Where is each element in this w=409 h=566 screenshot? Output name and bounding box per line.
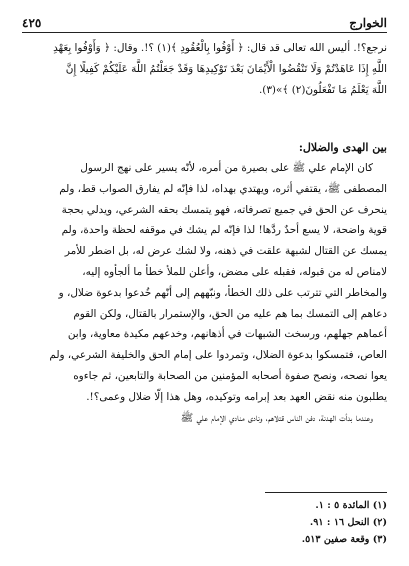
text-line: وعندما بدأت الهدنة، دفن الناس قتلاهم، ونادى منادي الإمام علي ﷺ <box>180 411 373 424</box>
text-line: اللَّهِ إِذَا عَاهَدْتُمْ وَلَا تَنْقُضُوا الْأَيْمَانَ بَعْدَ تَوْكِيدِهَا وَقَدْ جَعَلْتُمُ اللَّهَ عَلَيْكُمْ كَفِيلًا إِنَّ <box>65 62 387 75</box>
top-paragraph <box>22 38 387 100</box>
text-line: اللَّهَ يَعْلَمُ مَا تَفْعَلُونَ(٢) ﴾»(٣). <box>258 83 387 96</box>
footnote-item: (٢) النحل ١٦ : ٩١. <box>309 517 387 528</box>
text-line: أعماهم جهلهم، ورسخت الشبهات في أذهانهم، وخدعهم مكيدة معاوية، وابن <box>67 328 387 341</box>
text-line: يمسك عن القتال لشبهة علقت في ذهنه، ولا لشك عرض له، بل اضطر للأمر <box>64 245 387 258</box>
text-line: قوية واضحة، لا يسع أحدٌ ردَّها! لذا فإنّه لم يشك في موقفه لحظة واحدة، ولم <box>61 224 387 237</box>
footnotes <box>22 497 387 548</box>
text-line: كان الإمام علي ﷺ على بصيرة من أمره، لأنّه يسير على نهج الرسول <box>80 162 373 174</box>
main-paragraphs <box>22 158 387 428</box>
section-heading: بين الهدى والضلال: <box>298 141 387 154</box>
footnote-item: (١) المائدة ٥ : ١. <box>315 500 387 511</box>
text-line: المصطفى ﷺ، يقتفي أثره، ويهتدي بهداه، لذا فإنّه لم يفارق الصواب قط، ولم <box>59 182 387 195</box>
text-line: والمخاطر التي تترتب على ذلك الخطأ، ونبّههم إلى أنّهم خُدعوا بدعوة ضلال، و <box>58 286 387 299</box>
footnote-divider <box>265 492 387 493</box>
text-line: العاص، فتمسكوا بدعوة الضلال، وتمردوا على إمام الحق والخليفة الشرعي، ولم <box>49 349 387 362</box>
page-number: ٤٢٥ <box>22 16 42 30</box>
text-line: ينحرف عن الحق في جميع تصرفاته، فهو يتمسك بحقه الشرعي، ويدلي بحجة <box>61 203 387 216</box>
text-line: نرجع؟!. أليس الله تعالى قد قال: ﴿ أَوْفُوا بِالْعُقُودِ ﴾(١) ؟!. وقال: ﴿ وَأَوْفُوا بِعَهْدِ <box>53 42 387 54</box>
running-title: الخوارج <box>349 16 387 30</box>
text-line: يعوا نصحه، ونصح صفوة أصحابه المؤمنين من الصحابة والتابعين، ثم جاءوه <box>73 369 387 382</box>
page-header <box>22 8 387 33</box>
text-line: لامناص له من قبوله، فقبله على مضض، وأعلن للملأ خطأ ما ألجأوه إليه، <box>82 265 387 278</box>
text-line: دعاهم إلى التمسك بما هم عليه من الحق، والإستمرار بالقتال، ولكن القوم <box>73 307 387 320</box>
footnote-item: (٣) وقعة صفين ٥١٣. <box>301 534 387 545</box>
text-line: يطلبون منه نقض العهد بعد إبرامه وتوكيده، وهل هذا إلّا ضلال وعمى؟!. <box>86 390 387 403</box>
